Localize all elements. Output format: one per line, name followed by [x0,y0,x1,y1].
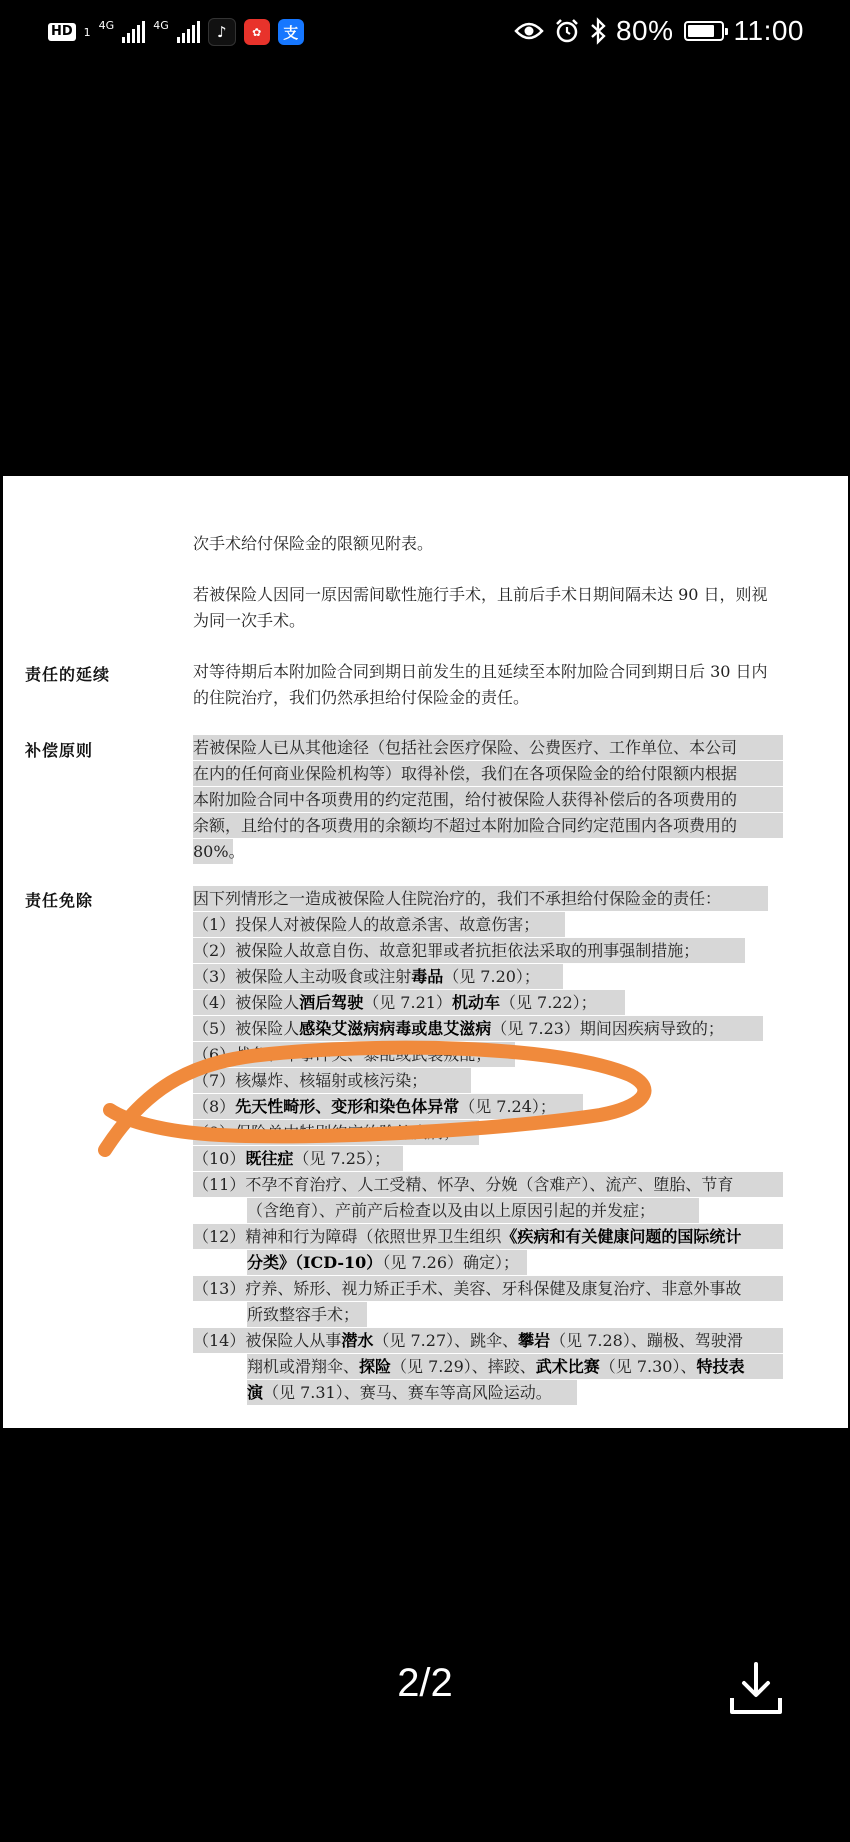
compensation-line: 在内的任何商业保险机构等）取得补偿，我们在各项保险金的给付限额内根据 [193,761,783,786]
exclusion-item-cont: 所致整容手术； [247,1302,367,1327]
battery-fill [688,25,714,37]
continuation-text: 对等待期后本附加险合同到期日前发生的且延续至本附加险合同到期日后 30 日内的住院治疗，我们仍然承担给付保险金的责任。 [193,662,768,707]
compensation-line: 若被保险人已从其他途径（包括社会医疗保险、公费医疗、工作单位、本公司 [193,735,783,760]
download-icon[interactable] [726,1658,786,1718]
exclusion-item: （11）不孕不育治疗、人工受精、怀孕、分娩（含难产）、流产、堕胎、节育 [193,1172,783,1197]
exclusion-item-cont: （含绝育）、产前产后检查以及由以上原因引起的并发症； [247,1198,699,1223]
compensation-line: 80%。 [193,839,233,864]
compensation-line: 本附加险合同中各项费用的约定范围，给付被保险人获得补偿后的各项费用的 [193,787,783,812]
document-page[interactable] [3,476,848,1428]
clock: 11:00 [733,15,804,46]
section-label-compensation: 补偿原则 [25,741,94,760]
exclusion-item: （5）被保险人感染艾滋病病毒或患艾滋病（见 7.23）期间因疾病导致的； [193,1016,763,1041]
network-type-2: 4G [153,18,169,32]
exclusion-item-cont: 演（见 7.31）、赛马、赛车等高风险运动。 [247,1380,577,1405]
exclusion-item-cont: 分类》（ICD-10）（见 7.26）确定）； [247,1250,527,1275]
exclusion-item: （9）保险单中特别约定的除外疾病； [193,1120,479,1145]
battery-percent: 80% [615,15,674,46]
exclusion-item: （1）投保人对被保险人的故意杀害、故意伤害； [193,912,565,937]
exclusion-item-cont: 翔机或滑翔伞、探险（见 7.29）、摔跤、武术比赛（见 7.30）、特技表 [247,1354,783,1379]
exclusion-item: （3）被保险人主动吸食或注射毒品（见 7.20）； [193,964,563,989]
exclusion-item: （12）精神和行为障碍（依照世界卫生组织《疾病和有关健康问题的国际统计 [193,1224,783,1249]
tiktok-icon: ♪ [208,18,236,46]
exclusion-item: （7）核爆炸、核辐射或核污染； [193,1068,471,1093]
eye-icon [514,20,544,42]
page-indicator: 2/2 [397,1661,453,1705]
alipay-icon: 支 [278,19,304,45]
exclusion-item: （4）被保险人酒后驾驶（见 7.21）机动车（见 7.22）； [193,990,625,1015]
signal-icon-2 [177,21,200,43]
signal-icon [122,21,145,43]
sim-indicator: 1 [83,25,91,39]
red-app-icon: ✿ [244,19,270,45]
exclusion-intro: 因下列情形之一造成被保险人住院治疗的，我们不承担给付保险金的责任： [193,886,768,911]
network-type-1: 4G [98,18,115,32]
exclusion-item: （2）被保险人故意自伤、故意犯罪或者抗拒依法采取的刑事强制措施； [193,938,745,963]
exclusion-item: （10）既往症（见 7.25）； [193,1146,403,1171]
exclusion-item: （8）先天性畸形、变形和染色体异常（见 7.24）； [193,1094,583,1119]
compensation-line: 余额，且给付的各项费用的余额均不超过本附加险合同约定范围内各项费用的 [193,813,783,838]
doc-paragraph-2: 若被保险人因同一原因需间歇性施行手术，且前后手术日期间隔未达 90 日，则视为同一次手术。 [193,585,768,630]
exclusion-item: （6）战争、军事冲突、暴乱或武装叛乱； [193,1042,515,1067]
battery-icon [684,21,724,41]
status-bar [0,0,850,64]
exclusion-item: （14）被保险人从事潜水（见 7.27）、跳伞、攀岩（见 7.28）、蹦极、驾驶滑 [193,1328,783,1353]
alarm-icon [554,18,580,44]
bluetooth-icon [590,18,606,44]
status-left [48,18,304,46]
section-label-continuation: 责任的延续 [25,665,111,684]
section-label-exclusion: 责任免除 [25,891,94,910]
hd-badge: HD [48,23,76,41]
status-right [514,14,804,48]
exclusion-item: （13）疗养、矫形、视力矫正手术、美容、牙科保健及康复治疗、非意外事故 [193,1276,783,1301]
doc-paragraph-1: 次手术给付保险金的限额见附表。 [193,534,434,553]
